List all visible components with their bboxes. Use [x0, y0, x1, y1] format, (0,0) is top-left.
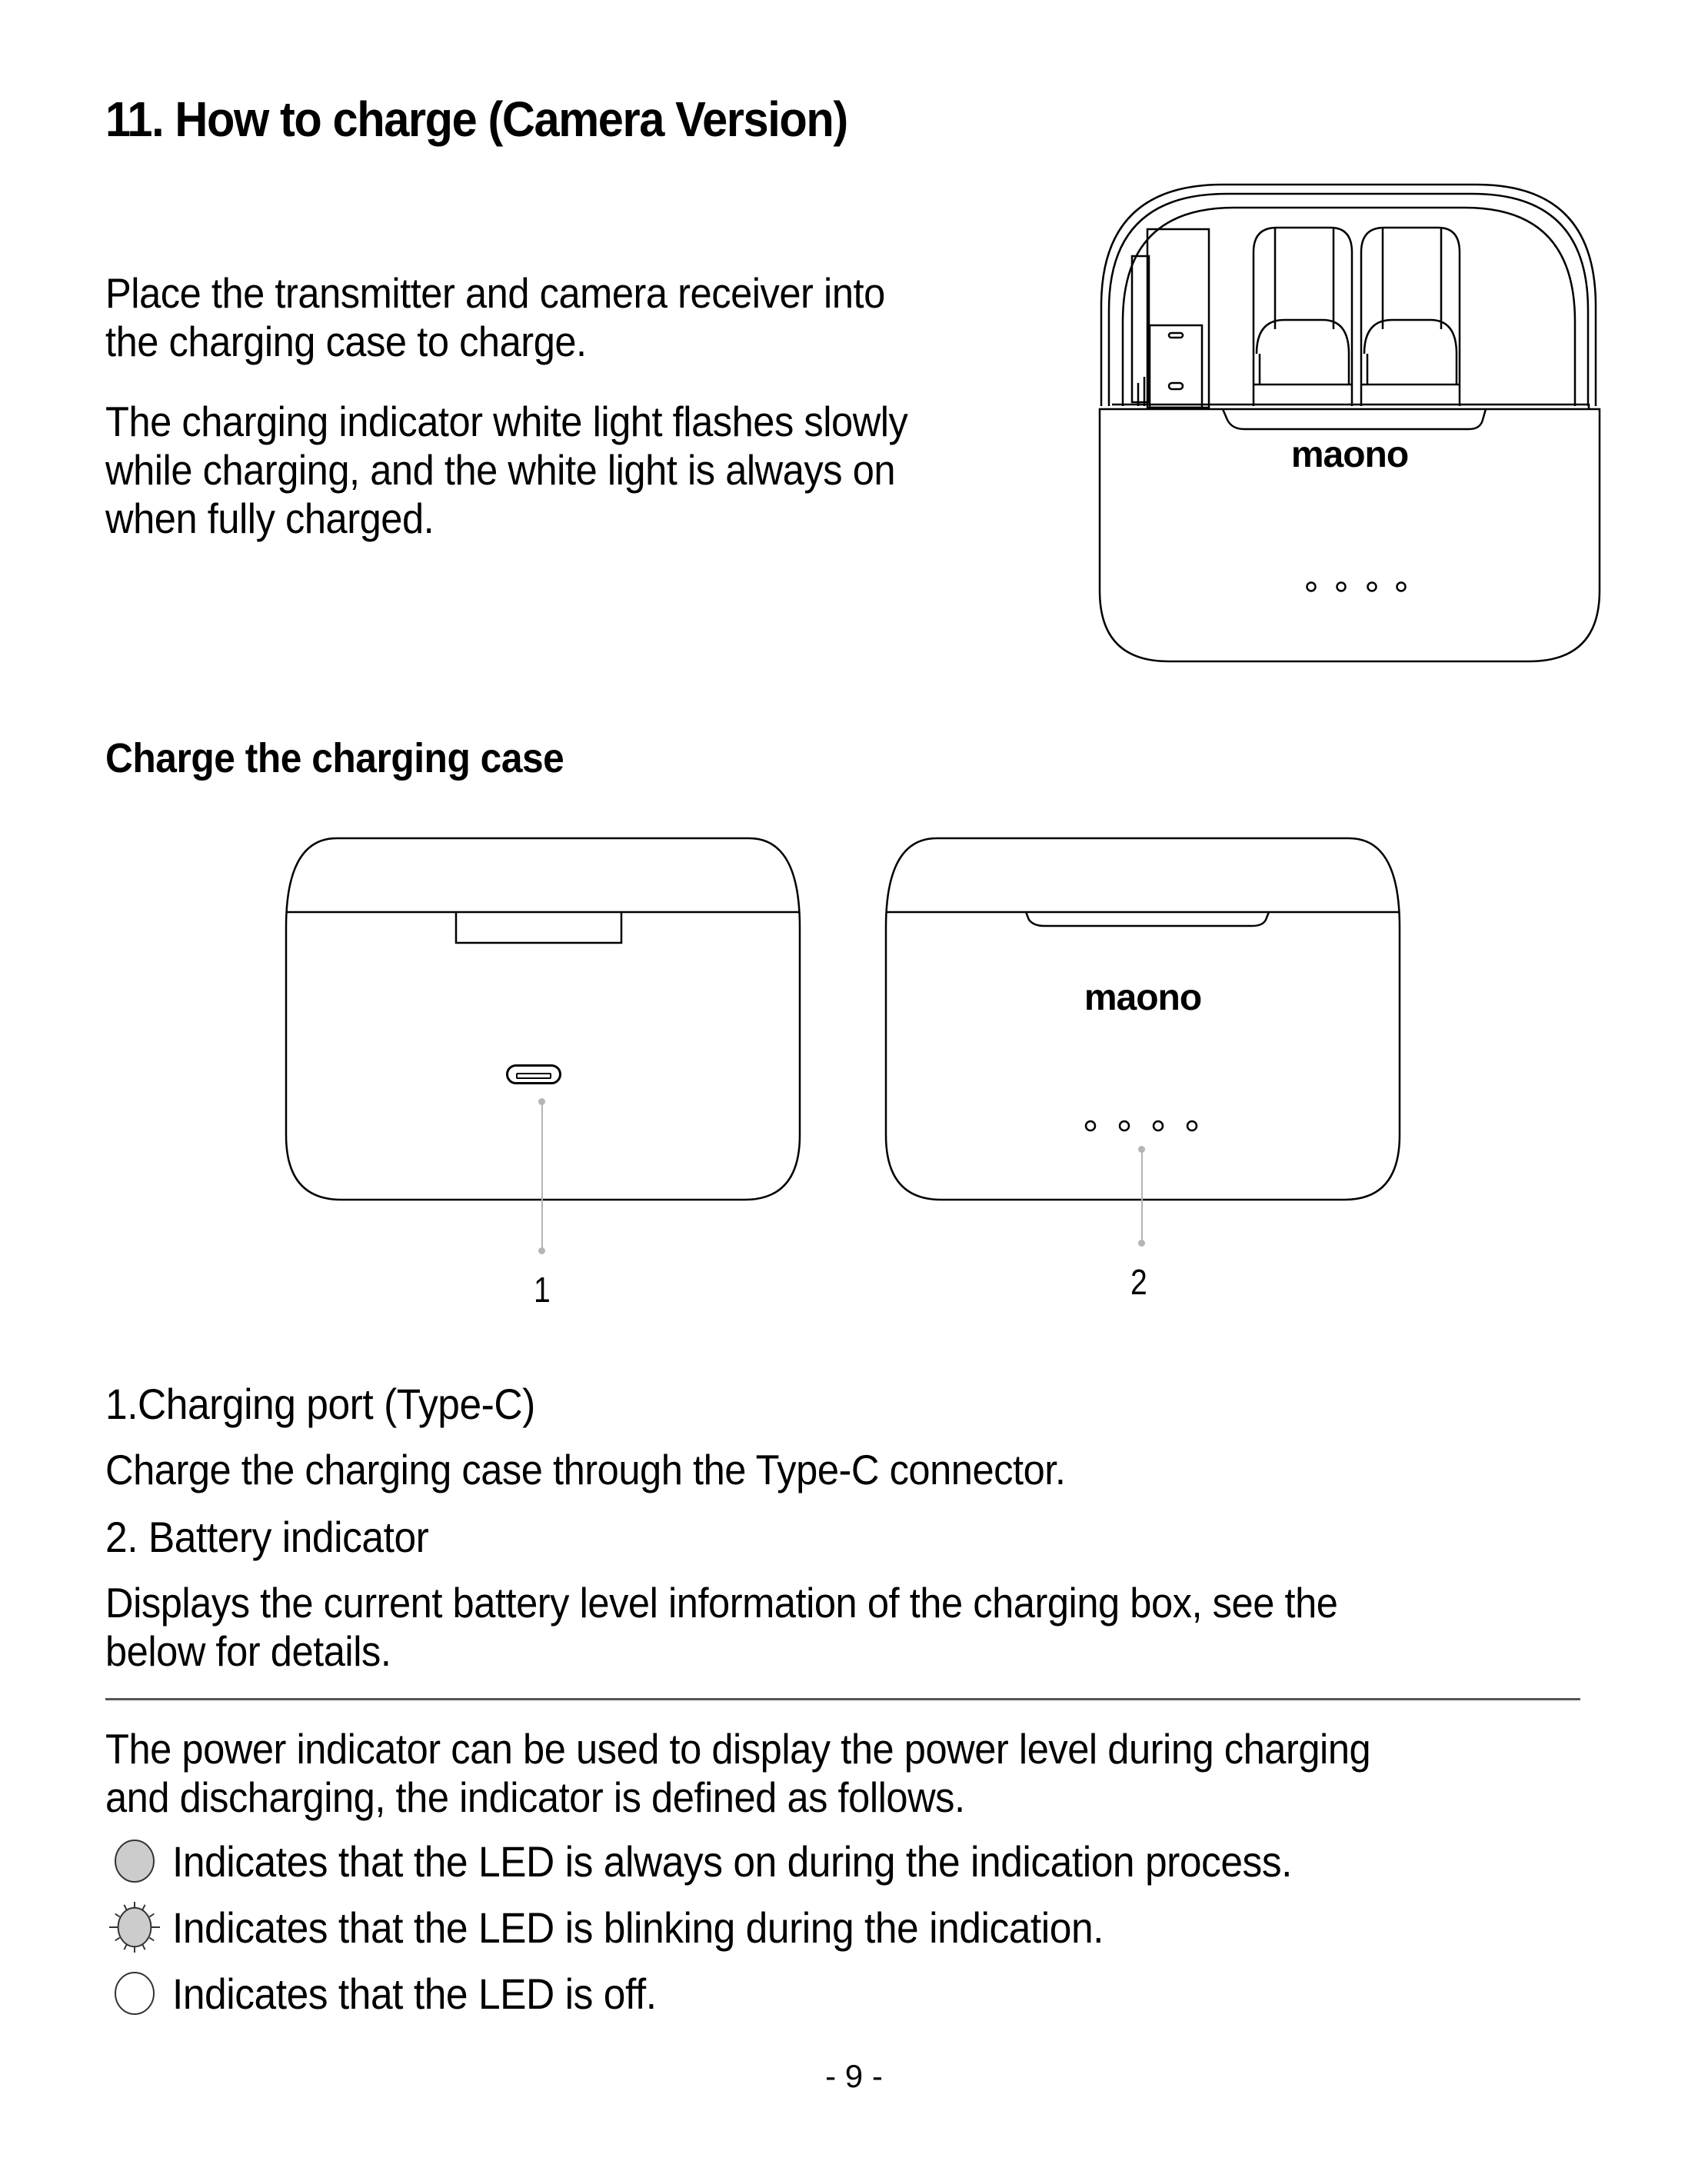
item-heading-charging-port: 1.Charging port (Type-C): [105, 1380, 535, 1428]
text-line: and discharging, the indicator is defined as follows.: [105, 1773, 965, 1821]
open-charging-case-illustration: [1092, 175, 1607, 668]
usb-c-port-icon: [506, 1064, 561, 1084]
text-line: The charging indicator white light flashes slowly: [105, 398, 908, 445]
charging-case-back-illustration: [283, 835, 803, 1204]
maono-logo: maono: [1084, 977, 1202, 1018]
callout-dot: [538, 1098, 545, 1105]
text-line: The power indicator can be used to display the power level during charging: [105, 1725, 1371, 1773]
text-line: the charging case to charge.: [105, 318, 587, 365]
power-indicator-intro: [105, 1725, 1370, 1822]
section-heading: Charge the charging case: [105, 735, 564, 781]
callout-line-2: [1141, 1149, 1143, 1243]
legend-label: Indicates that the LED is blinking during the indication.: [172, 1903, 1104, 1952]
intro-paragraph-2: [105, 398, 907, 543]
item-body-battery-indicator: [105, 1579, 1337, 1676]
led-on-icon: [108, 1834, 161, 1888]
led-off-icon: [108, 1966, 161, 2020]
page-number: - 9 -: [825, 2058, 883, 2094]
callout-dot: [1138, 1146, 1145, 1153]
intro-paragraph-1: [105, 269, 885, 366]
callout-dot: [538, 1247, 545, 1254]
divider: [105, 1698, 1580, 1700]
led-blinking-icon: [108, 1900, 161, 1954]
legend-item-led-on: [108, 1834, 1390, 1888]
text-line: below for details.: [105, 1627, 391, 1675]
callout-label-1: 1: [534, 1270, 551, 1310]
text-line: Displays the current battery level information of the charging box, see the: [105, 1579, 1338, 1627]
callout-label-2: 2: [1130, 1262, 1147, 1302]
legend-label: Indicates that the LED is always on during the indication process.: [172, 1836, 1292, 1886]
maono-logo: maono: [1290, 435, 1409, 475]
page-title: 11. How to charge (Camera Version): [105, 92, 847, 147]
callout-dot: [1138, 1240, 1145, 1247]
text-line: Place the transmitter and camera receiver into: [105, 269, 885, 317]
legend-item-led-off: [108, 1966, 698, 2020]
legend-label: Indicates that the LED is off.: [172, 1969, 657, 2018]
text-line: while charging, and the white light is always on: [105, 446, 896, 494]
item-body-charging-port: Charge the charging case through the Type-C connector.: [105, 1446, 1066, 1493]
callout-line-1: [541, 1101, 543, 1252]
legend-item-led-blinking: [108, 1900, 1184, 1954]
text-line: when fully charged.: [105, 494, 434, 542]
item-heading-battery-indicator: 2. Battery indicator: [105, 1513, 429, 1561]
